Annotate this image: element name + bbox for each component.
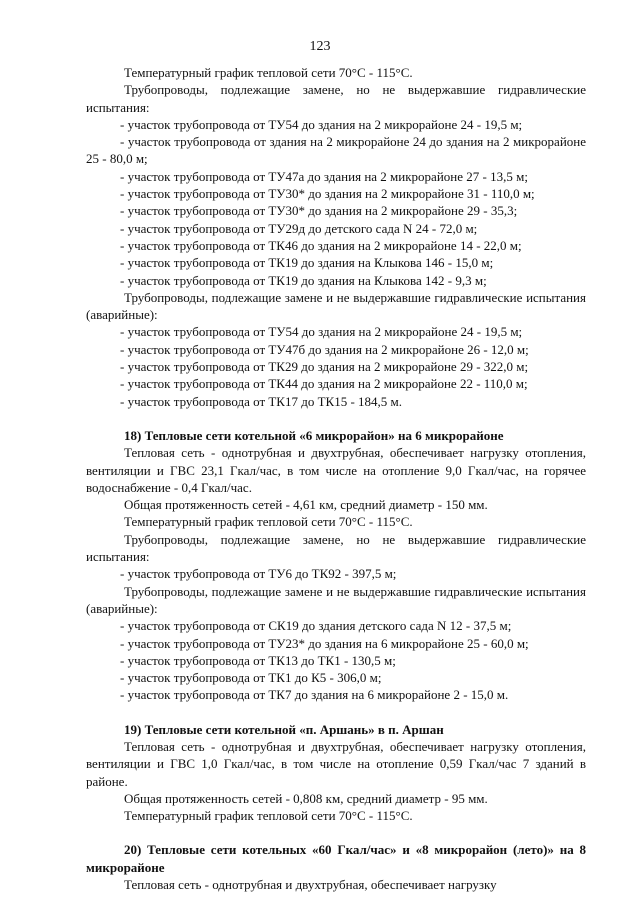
paragraph: Тепловая сеть - однотрубная и двухтрубная, обеспечивает нагрузку отопления, вентиляции и ГВС 23,1 Гкал/час, в том числе на отопление 9,0 Гкал/час, на горячее водоснабжение - 0,4 Гкал/час. [86,445,586,495]
paragraph: Тепловая сеть - однотрубная и двухтрубная, обеспечивает нагрузку [124,877,497,893]
list-item: - участок трубопровода от ТК29 до здания на 2 микрорайоне 29 - 322,0 м; [120,359,529,375]
paragraph: Температурный график тепловой сети 70°С - 115°С. [124,514,413,530]
list-item: - участок трубопровода от ТУ23* до здания на 6 микрорайоне 25 - 60,0 м; [120,635,529,651]
paragraph: Трубопроводы, подлежащие замене, но не выдержавшие гидравлические испытания: [86,82,586,115]
list-item: - участок трубопровода от ТК44 до здания на 2 микрорайоне 22 - 110,0 м; [120,376,528,392]
paragraph: Температурный график тепловой сети 70°С - 115°С. [124,65,413,80]
list-item: - участок трубопровода от ТК46 до здания на 2 микрорайоне 14 - 22,0 м; [120,237,522,253]
paragraph: Тепловая сеть - однотрубная и двухтрубная, обеспечивает нагрузку отопления, вентиляции и ГВС 1,0 Гкал/час, в том числе на отопление 0,59 Гкал/час 7 зданий в районе. [86,738,586,789]
list-item: - участок трубопровода от здания на 2 микрорайоне 24 до здания на 2 микрорайоне 25 - 80,0 м; [86,134,586,167]
list-item: - участок трубопровода от ТУ54 до здания на 2 микрорайоне 24 - 19,5 м; [120,116,523,132]
list-item: - участок трубопровода от СК19 до здания детского сада N 12 - 37,5 м; [120,618,512,634]
paragraph: Общая протяженность сетей - 0,808 км, средний диаметр - 95 мм. [124,790,488,806]
page-number: 123 [309,39,331,54]
list-item: - участок трубопровода от ТК17 до ТК15 - 184,5 м. [120,393,403,409]
section-gap [86,410,586,427]
list-item: - участок трубопровода от ТК19 до здания на Клыкова 142 - 9,3 м; [120,272,487,288]
list-item: - участок трубопровода от ТУ30* до здания на 2 микрорайоне 29 - 35,3; [120,203,518,219]
section-heading: 20) Тепловые сети котельных «60 Гкал/час» и «8 микрорайон (лето)» на 8 микрорайоне [86,842,586,875]
section-gap [86,824,586,841]
list-item: - участок трубопровода от ТК7 до здания на 6 микрорайоне 2 - 15,0 м. [120,687,509,703]
list-item: - участок трубопровода от ТУ47б до здания на 2 микрорайоне 26 - 12,0 м; [120,341,529,357]
paragraph: Трубопроводы, подлежащие замене и не выдержавшие гидравлические испытания (аварийные): [86,583,586,616]
paragraph: Трубопроводы, подлежащие замене, но не выдержавшие гидравлические испытания: [86,531,586,565]
list-item: - участок трубопровода от ТУ29д до детского сада N 24 - 72,0 м; [120,220,478,236]
list-item: - участок трубопровода от ТУ30* до здания на 2 микрорайоне 31 - 110,0 м; [120,186,535,202]
list-item: - участок трубопровода от ТУ54 до здания на 2 микрорайоне 24 - 19,5 м; [120,324,523,340]
list-item: - участок трубопровода от ТК1 до К5 - 306,0 м; [120,670,382,686]
section-heading: 18) Тепловые сети котельной «6 микрорайон» на 6 микрорайоне [124,427,504,443]
document-body [86,64,586,893]
list-item: - участок трубопровода от ТК13 до ТК1 - 130,5 м; [120,652,396,668]
list-item: - участок трубопровода от ТК19 до здания на Клыкова 146 - 15,0 м; [120,255,494,271]
section-gap [86,704,586,721]
paragraph: Температурный график тепловой сети 70°С - 115°С. [124,808,413,824]
paragraph: Общая протяженность сетей - 4,61 км, средний диаметр - 150 мм. [124,497,488,513]
list-item: - участок трубопровода от ТУ47а до здания на 2 микрорайоне 27 - 13,5 м; [120,168,528,184]
list-item: - участок трубопровода от ТУ6 до ТК92 - 397,5 м; [120,566,397,582]
paragraph: Трубопроводы, подлежащие замене и не выдержавшие гидравлические испытания (аварийные): [86,289,586,323]
section-heading: 19) Тепловые сети котельной «п. Аршань» в п. Аршан [124,721,444,737]
